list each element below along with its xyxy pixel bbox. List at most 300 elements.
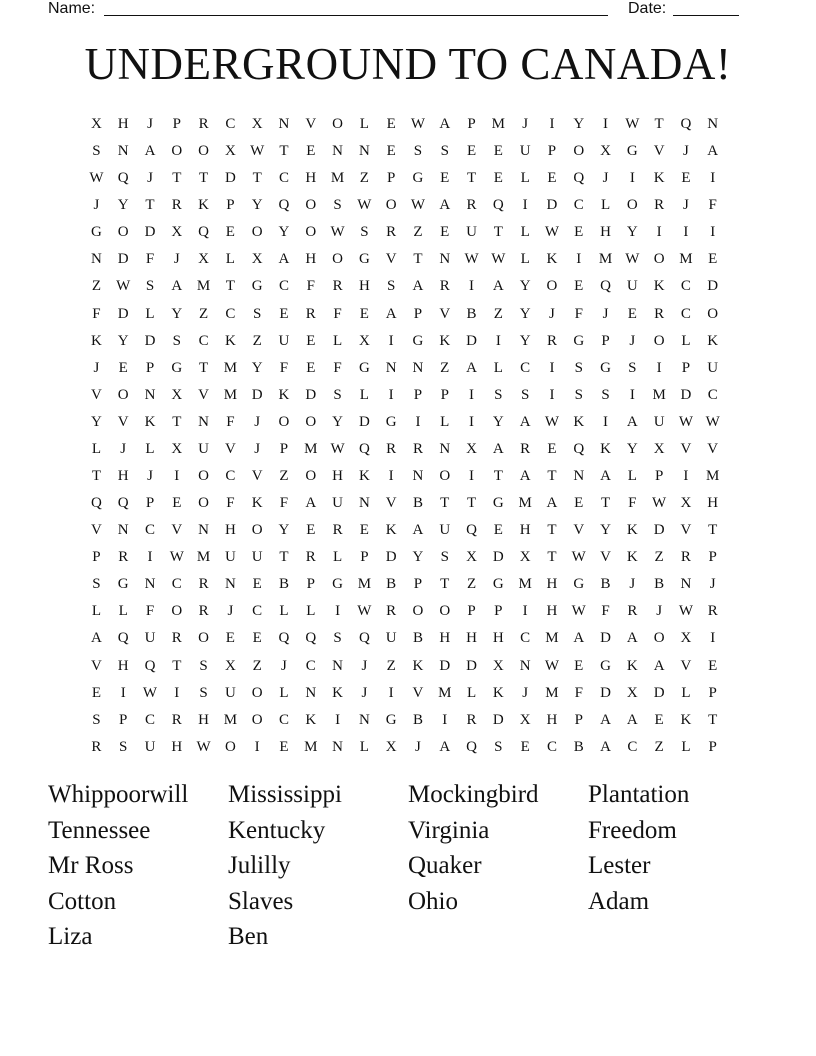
grid-letter: U [251, 549, 263, 566]
grid-letter: I [710, 224, 716, 241]
grid-letter: X [198, 251, 209, 268]
grid-letter: A [600, 738, 611, 755]
grid-letter: K [305, 711, 317, 728]
grid-letter: R [627, 603, 638, 620]
grid-letter: I [335, 603, 341, 620]
grid-letter: P [413, 305, 423, 322]
word-list-item: Whippoorwill [48, 781, 189, 808]
grid-letter: E [574, 657, 584, 674]
grid-letter: N [305, 684, 317, 701]
grid-letter: Y [412, 549, 424, 566]
grid-letter: I [469, 278, 475, 295]
grid-letter: X [466, 440, 477, 457]
grid-letter: T [279, 143, 289, 160]
grid-letter: M [196, 278, 211, 295]
grid-letter: A [573, 630, 585, 647]
word-list-item: Freedom [588, 816, 677, 844]
grid-letter: K [224, 332, 236, 349]
grid-letter: X [600, 143, 611, 160]
grid-letter: E [386, 116, 396, 132]
grid-letter: T [547, 549, 557, 566]
grid-letter: S [333, 197, 342, 214]
grid-letter: Q [117, 630, 129, 647]
grid-letter: N [412, 468, 424, 485]
grid-letter: S [92, 711, 101, 728]
word-search-grid [83, 114, 726, 764]
grid-letter: S [333, 630, 342, 647]
grid-letter: T [440, 495, 450, 512]
grid-letter: P [145, 495, 155, 512]
grid-letter: D [117, 251, 129, 268]
grid-letter: W [652, 495, 667, 512]
word-list-item: Kentucky [228, 816, 326, 844]
grid-letter: K [653, 170, 665, 187]
grid-letter: E [279, 738, 289, 755]
grid-letter: N [358, 711, 370, 728]
grid-letter: Y [332, 413, 343, 430]
grid-letter: E [708, 657, 718, 674]
grid-letter: S [199, 684, 208, 701]
grid-letter: W [544, 413, 560, 430]
grid-letter: J [683, 143, 689, 160]
grid-letter: C [278, 170, 289, 187]
grid-letter: Y [519, 332, 531, 349]
grid-letter: R [118, 549, 129, 566]
grid-letter: N [573, 468, 585, 485]
grid-letter: E [681, 170, 691, 187]
grid-letter: J [709, 576, 716, 593]
grid-letter: V [412, 684, 424, 701]
grid-letter: N [332, 143, 343, 160]
grid-letter: J [629, 576, 636, 593]
grid-letter: X [251, 116, 263, 132]
grid-letter: P [708, 684, 717, 701]
grid-letter: I [576, 251, 582, 268]
grid-letter: Y [117, 332, 129, 349]
word-list-item: Adam [588, 887, 650, 915]
grid-letter: A [707, 143, 719, 160]
grid-letter: Q [492, 197, 504, 214]
grid-letter: W [571, 603, 586, 620]
grid-letter: T [466, 495, 477, 512]
grid-letter: D [546, 197, 558, 214]
grid-letter: H [305, 170, 317, 187]
grid-letter: N [224, 576, 236, 593]
grid-letter: G [412, 332, 424, 349]
grid-letter: I [549, 359, 555, 376]
grid-letter: L [306, 603, 316, 620]
grid-letter: I [549, 386, 555, 403]
grid-letter: Z [252, 657, 262, 674]
word-list-item: Ohio [408, 887, 458, 915]
grid-letter: X [680, 495, 692, 512]
grid-letter: A [439, 197, 451, 214]
grid-letter: M [330, 170, 345, 187]
grid-letter: H [117, 116, 129, 132]
grid-letter: A [519, 468, 531, 485]
grid-letter: V [385, 251, 397, 268]
grid-letter: T [252, 170, 262, 187]
grid-letter: L [91, 440, 101, 457]
grid-letter: N [332, 657, 343, 674]
grid-letter: O [412, 603, 424, 620]
grid-letter: H [332, 468, 343, 485]
grid-letter: S [360, 224, 369, 241]
grid-letter: D [224, 170, 236, 187]
grid-letter: P [494, 603, 503, 620]
grid-letter: S [601, 386, 610, 403]
grid-letter: W [625, 116, 640, 132]
grid-letter: L [493, 359, 503, 376]
grid-letter: V [439, 305, 451, 322]
grid-letter: M [545, 684, 559, 701]
grid-letter: P [413, 576, 423, 593]
grid-letter: D [251, 386, 263, 403]
grid-letter: G [332, 576, 343, 593]
grid-letter: O [305, 413, 317, 430]
grid-letter: P [574, 711, 583, 728]
grid-letter: J [254, 413, 261, 430]
grid-letter: A [492, 440, 504, 457]
grid-letter: P [306, 576, 315, 593]
grid-letter: I [683, 468, 689, 485]
grid-letter: K [626, 549, 638, 566]
grid-letter: P [145, 359, 155, 376]
grid-letter: O [251, 711, 263, 728]
grid-letter: W [464, 251, 479, 268]
grid-letter: H [519, 522, 531, 539]
grid-letter: H [546, 576, 558, 593]
grid-letter: O [117, 386, 129, 403]
grid-letter: S [92, 143, 101, 160]
grid-letter: A [412, 522, 424, 539]
grid-letter: Y [626, 440, 638, 457]
grid-letter: A [546, 495, 558, 512]
grid-letter: A [626, 413, 638, 430]
grid-letter: D [117, 305, 129, 322]
grid-letter: E [547, 170, 557, 187]
grid-letter: R [198, 576, 209, 593]
grid-letter: J [415, 738, 421, 755]
grid-letter: Y [600, 522, 611, 539]
grid-letter: K [546, 251, 558, 268]
grid-letter: N [358, 495, 370, 512]
grid-letter: G [573, 576, 585, 593]
grid-letter: B [412, 630, 423, 647]
grid-letter: L [359, 116, 369, 132]
grid-letter: I [656, 359, 662, 376]
grid-letter: O [198, 143, 209, 160]
grid-letter: K [653, 278, 665, 295]
grid-letter: V [90, 657, 102, 674]
grid-letter: T [440, 576, 450, 593]
grid-letter: R [332, 278, 343, 295]
grid-letter: E [359, 522, 369, 539]
grid-letter: E [493, 522, 503, 539]
grid-letter: A [519, 413, 531, 430]
grid-letter: I [522, 197, 528, 214]
grid-letter: R [386, 440, 397, 457]
grid-letter: K [680, 711, 692, 728]
grid-letter: Q [600, 278, 611, 295]
grid-letter: V [224, 440, 236, 457]
grid-letter: N [680, 576, 692, 593]
grid-letter: O [171, 603, 183, 620]
word-list-item: Julilly [228, 852, 291, 879]
grid-letter: P [92, 549, 101, 566]
grid-letter: T [91, 468, 101, 485]
grid-letter: O [626, 197, 638, 214]
grid-letter: T [279, 549, 289, 566]
grid-letter: G [385, 711, 397, 728]
grid-letter: P [601, 332, 610, 349]
grid-letter: E [306, 143, 316, 160]
grid-letter: X [224, 657, 236, 674]
grid-letter: C [520, 630, 531, 647]
grid-letter: Z [359, 170, 369, 187]
grid-letter: R [439, 278, 450, 295]
grid-letter: I [710, 170, 716, 187]
grid-letter: C [144, 711, 155, 728]
grid-letter: F [279, 495, 289, 512]
word-list-item: Plantation [588, 781, 690, 808]
grid-letter: N [707, 116, 719, 132]
grid-letter: M [223, 711, 238, 728]
grid-letter: F [601, 603, 610, 620]
grid-letter: D [653, 684, 665, 701]
grid-letter: J [629, 332, 636, 349]
grid-letter: B [600, 576, 611, 593]
grid-letter: O [653, 630, 665, 647]
grid-letter: E [252, 576, 262, 593]
grid-letter: A [144, 143, 156, 160]
grid-letter: O [117, 224, 129, 241]
grid-letter: M [438, 684, 452, 701]
grid-letter: D [305, 386, 317, 403]
grid-letter: F [306, 278, 315, 295]
grid-letter: S [574, 359, 583, 376]
grid-letter: L [332, 332, 343, 349]
grid-letter: Y [251, 197, 263, 214]
grid-letter: A [600, 711, 611, 728]
grid-letter: C [278, 711, 289, 728]
grid-letter: G [171, 359, 183, 376]
grid-letter: Z [493, 305, 503, 322]
grid-letter: J [147, 116, 153, 132]
grid-letter: C [680, 278, 691, 295]
grid-letter: X [653, 440, 665, 457]
grid-letter: E [279, 305, 289, 322]
grid-letter: C [546, 738, 557, 755]
grid-letter: V [680, 657, 692, 674]
grid-letter: N [358, 143, 370, 160]
grid-letter: S [119, 738, 128, 755]
grid-letter: L [466, 684, 477, 701]
grid-letter: G [600, 359, 611, 376]
grid-letter: W [705, 413, 720, 430]
grid-letter: M [706, 468, 720, 485]
grid-letter: T [493, 468, 503, 485]
grid-letter: Q [117, 170, 129, 187]
grid-letter: H [117, 468, 129, 485]
grid-letter: M [679, 251, 693, 268]
grid-letter: X [171, 386, 183, 403]
grid-letter: O [224, 738, 236, 755]
grid-letter: L [332, 549, 343, 566]
grid-letter: T [413, 251, 423, 268]
grid-letter: O [278, 413, 290, 430]
grid-letter: P [360, 549, 369, 566]
grid-letter: Z [91, 278, 101, 295]
grid-letter: Z [413, 224, 423, 241]
grid-letter: M [652, 386, 666, 403]
grid-letter: U [466, 224, 477, 241]
grid-letter: I [656, 224, 662, 241]
grid-letter: N [198, 522, 209, 539]
grid-letter: S [494, 738, 503, 755]
grid-letter: E [359, 305, 369, 322]
grid-letter: O [171, 143, 183, 160]
grid-letter: W [491, 251, 506, 268]
grid-letter: Q [305, 630, 317, 647]
word-list-item: Mr Ross [48, 852, 134, 879]
grid-letter: Q [278, 630, 290, 647]
grid-letter: W [116, 278, 131, 295]
grid-letter: X [519, 711, 531, 728]
grid-letter: O [251, 522, 263, 539]
grid-letter: V [680, 522, 692, 539]
grid-letter: U [144, 738, 156, 755]
grid-letter: L [91, 603, 101, 620]
grid-letter: T [172, 170, 182, 187]
grid-letter: N [144, 386, 156, 403]
grid-letter: Z [252, 332, 262, 349]
grid-letter: N [117, 522, 129, 539]
grid-letter: N [117, 143, 129, 160]
grid-letter: E [440, 224, 450, 241]
grid-letter: U [144, 630, 156, 647]
grid-letter: G [600, 657, 611, 674]
grid-letter: V [600, 549, 611, 566]
grid-letter: C [680, 305, 691, 322]
grid-letter: Q [90, 495, 102, 512]
grid-letter: Q [680, 116, 692, 132]
grid-letter: Y [117, 197, 129, 214]
grid-letter: A [492, 278, 504, 295]
grid-letter: M [357, 576, 372, 593]
grid-letter: J [602, 170, 609, 187]
grid-letter: S [628, 359, 637, 376]
grid-letter: U [519, 143, 531, 160]
grid-letter: C [225, 116, 236, 132]
grid-letter: E [493, 170, 503, 187]
grid-letter: W [250, 143, 265, 160]
grid-letter: Z [654, 549, 664, 566]
grid-letter: Y [278, 522, 290, 539]
grid-letter: Z [199, 305, 209, 322]
grid-letter: L [440, 413, 450, 430]
grid-letter: K [358, 468, 370, 485]
grid-letter: D [466, 657, 477, 674]
grid-letter: U [626, 278, 638, 295]
grid-letter: L [681, 684, 691, 701]
grid-letter: M [304, 440, 318, 457]
grid-letter: S [440, 549, 449, 566]
grid-letter: T [600, 495, 611, 512]
grid-letter: T [199, 359, 209, 376]
grid-letter: J [147, 170, 153, 187]
grid-letter: J [522, 116, 529, 132]
grid-letter: L [520, 170, 530, 187]
grid-letter: I [174, 684, 180, 701]
grid-letter: K [707, 332, 719, 349]
grid-letter: I [415, 413, 421, 430]
grid-letter: P [279, 440, 289, 457]
grid-letter: J [93, 359, 100, 376]
grid-letter: O [198, 630, 209, 647]
grid-letter: E [306, 359, 316, 376]
grid-letter: H [707, 495, 719, 512]
grid-letter: N [90, 251, 102, 268]
grid-letter: E [118, 359, 128, 376]
grid-letter: E [574, 278, 584, 295]
grid-letter: Y [278, 224, 290, 241]
grid-letter: I [469, 413, 475, 430]
grid-letter: F [333, 359, 342, 376]
grid-letter: T [466, 170, 477, 187]
grid-letter: E [627, 305, 637, 322]
grid-letter: M [518, 495, 532, 512]
grid-letter: A [626, 630, 638, 647]
word-list-item: Quaker [408, 852, 482, 879]
grid-letter: Q [573, 440, 585, 457]
grid-letter: S [386, 278, 396, 295]
word-list-item: Tennessee [48, 816, 151, 844]
grid-letter: U [224, 684, 236, 701]
grid-letter: S [494, 386, 503, 403]
grid-letter: Z [466, 576, 477, 593]
grid-letter: V [707, 440, 719, 457]
grid-letter: F [145, 603, 155, 620]
grid-letter: Q [358, 440, 370, 457]
grid-letter: R [546, 332, 557, 349]
grid-letter: N [144, 576, 156, 593]
grid-letter: A [600, 468, 611, 485]
grid-letter: Y [492, 413, 504, 430]
grid-letter: G [358, 359, 370, 376]
grid-letter: M [545, 630, 559, 647]
grid-letter: A [385, 305, 397, 322]
grid-letter: O [305, 224, 317, 241]
grid-letter: X [90, 116, 102, 132]
grid-letter: K [492, 684, 504, 701]
grid-letter: I [442, 711, 448, 728]
grid-letter: P [413, 386, 423, 403]
grid-letter: T [172, 657, 182, 674]
grid-letter: O [251, 684, 263, 701]
grid-letter: P [708, 738, 717, 755]
grid-letter: G [573, 332, 585, 349]
grid-letter: T [225, 278, 235, 295]
grid-letter: E [493, 143, 503, 160]
grid-letter: W [357, 197, 372, 214]
grid-letter: F [226, 413, 235, 430]
grid-letter: V [117, 413, 129, 430]
grid-letter: J [227, 603, 234, 620]
grid-letter: G [358, 251, 370, 268]
grid-letter: C [198, 332, 209, 349]
grid-letter: E [225, 630, 235, 647]
